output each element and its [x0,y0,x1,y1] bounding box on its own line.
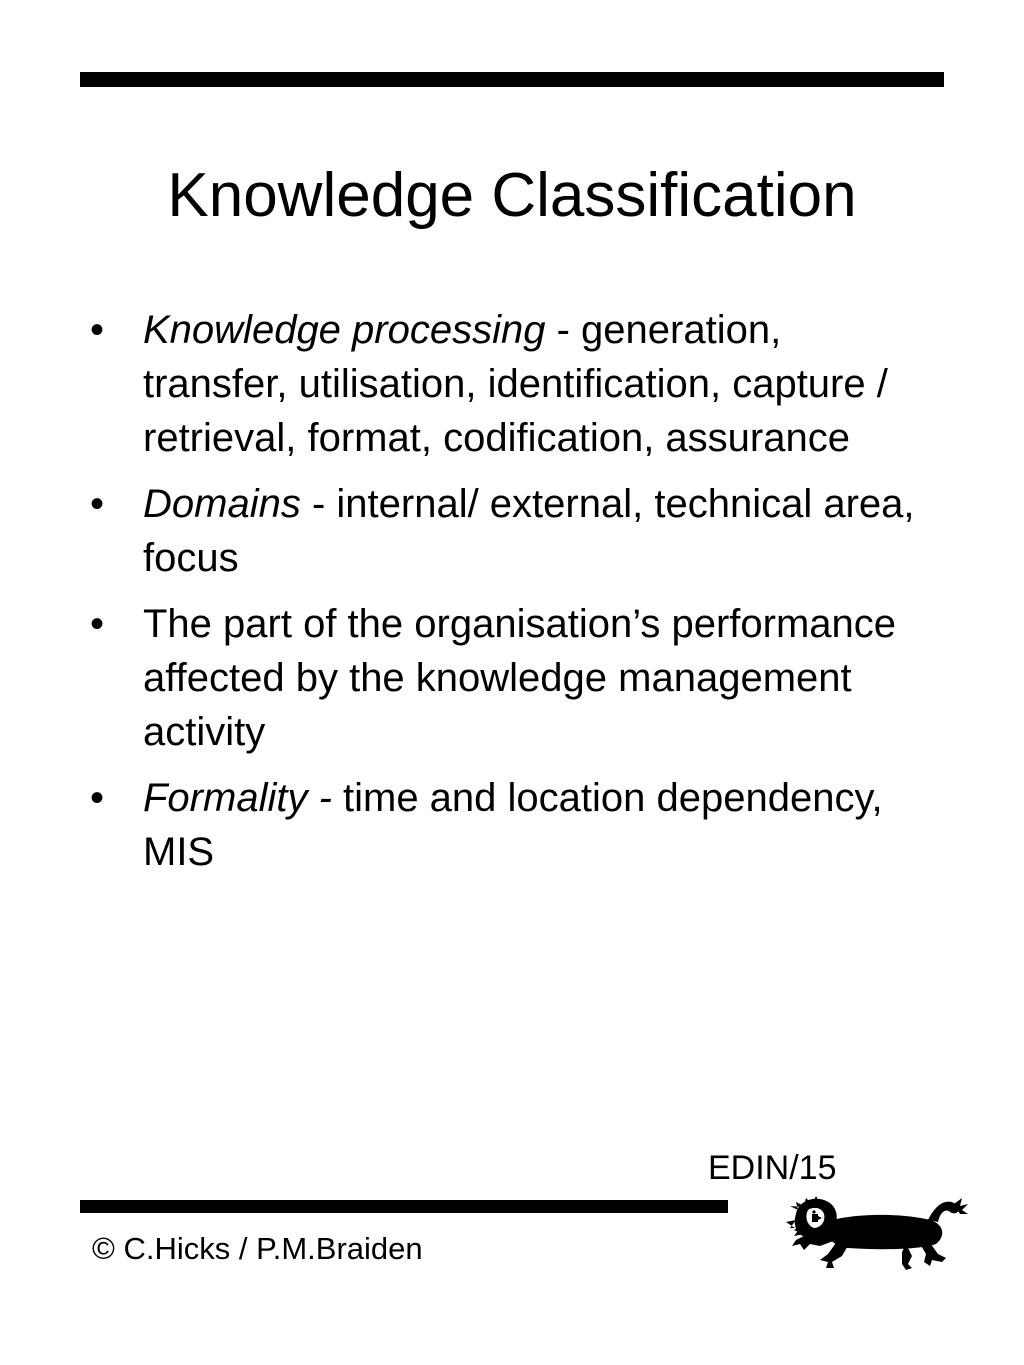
bullet-item-knowledge-processing [85,303,925,465]
slide-title: Knowledge Classification [167,161,857,230]
bottom-rule [80,1200,728,1213]
bullet-item-performance [85,597,925,759]
bullet-term: Formality - [143,776,332,820]
lion-passant-crest-icon [778,1192,970,1274]
bullet-term: Knowledge processing [143,308,546,352]
bullet-list [85,303,925,891]
slide-code: EDIN/15 [708,1149,837,1187]
bullet-text: - generation, transfer, utilisation, identification, capture / retrieval, format, codification, assurance [143,308,888,460]
bullet-dot: • [90,776,105,820]
bullet-dot: • [90,482,105,526]
bullet-text: The part of the organisation’s performance affected by the knowledge management activity [143,602,897,754]
bullet-text: - internal/ external, technical area, focus [143,482,915,580]
bullet-dot: • [90,308,105,352]
bullet-term: Domains [143,482,301,526]
bullet-text: time and location dependency, MIS [143,776,883,874]
copyright-text: © C.Hicks / P.M.Braiden [92,1231,423,1266]
bullet-item-domains [85,477,925,585]
bullet-item-formality [85,771,925,879]
bullet-dot: • [90,602,105,646]
top-rule [80,72,944,87]
